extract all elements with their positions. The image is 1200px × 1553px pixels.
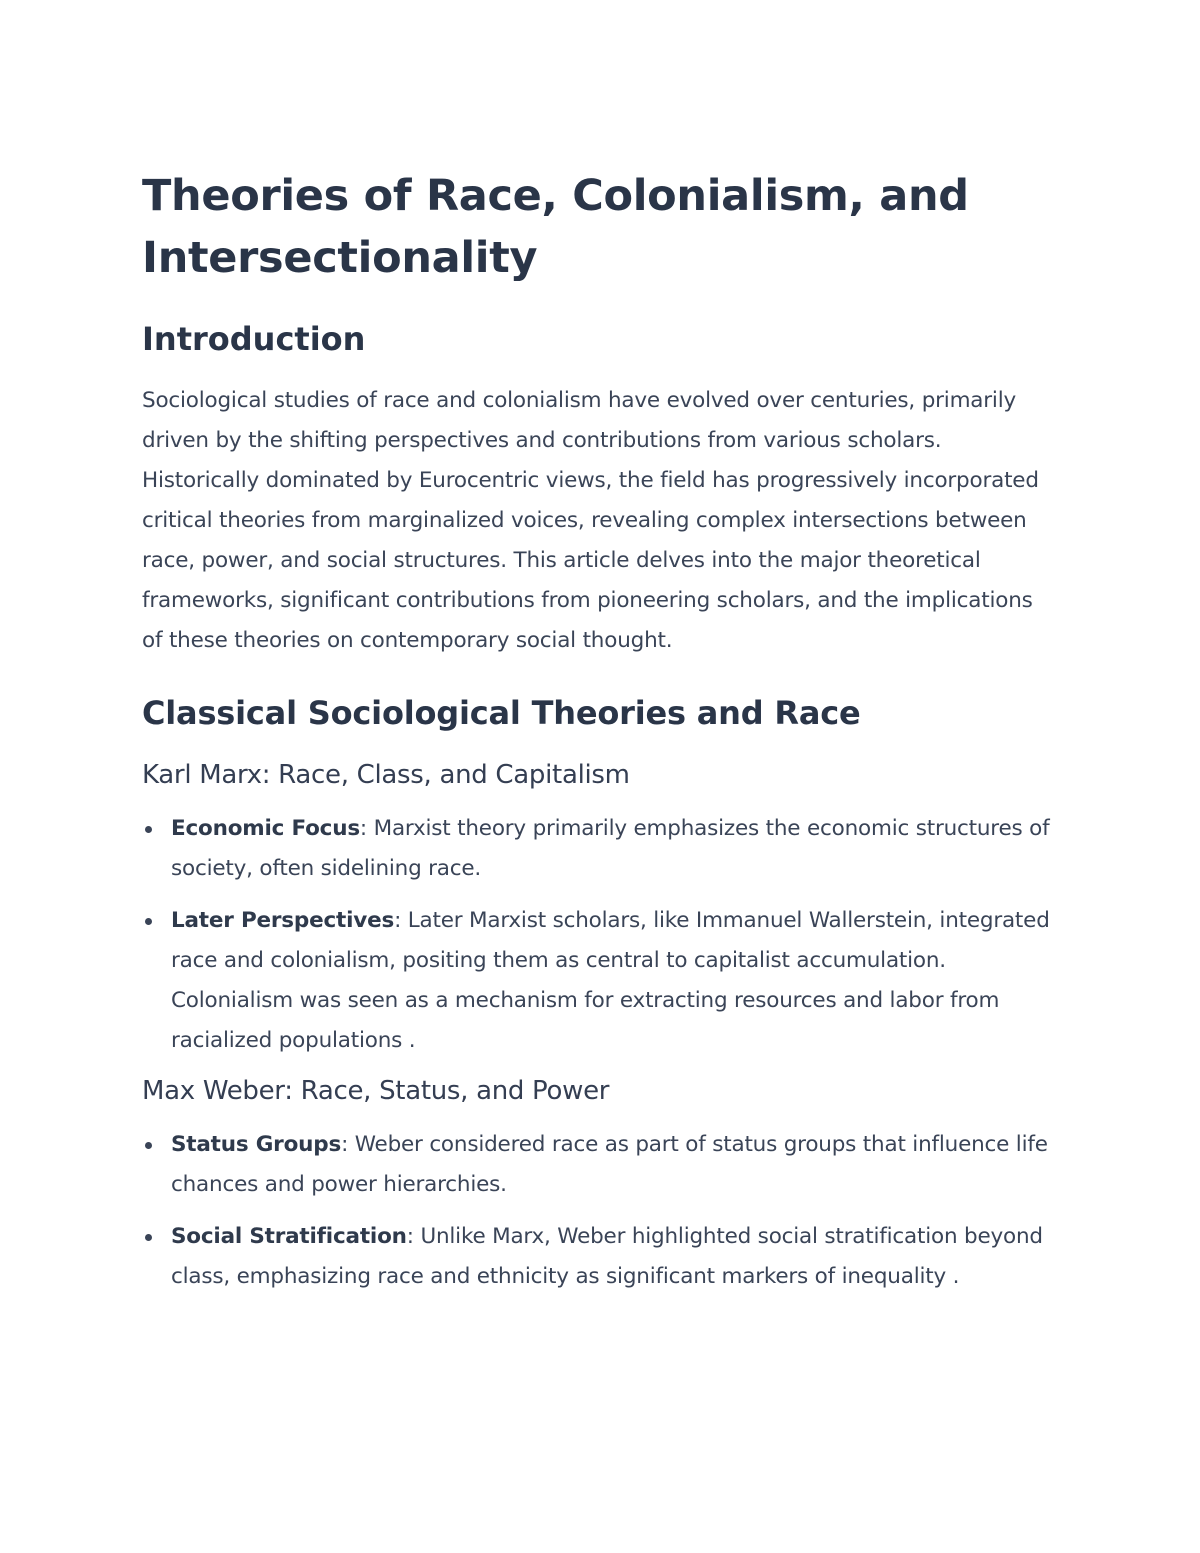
list-item (142, 1125, 1057, 1205)
list-item (142, 901, 1057, 1061)
list-item-term: Economic Focus (171, 816, 360, 841)
list-item-text: : Later Marxist scholars, like Immanuel Wallerstein, integrated race and colonialism, positing them as central to capitalist accumulation. Colonialism was seen as a mechanism for extracting resources and labor from racialized populations . (171, 908, 1050, 1053)
bullet-icon (145, 826, 152, 833)
subsection-heading-weber: Max Weber: Race, Status, and Power (142, 1076, 610, 1106)
document-title: Theories of Race, Colonialism, and Intersectionality (142, 171, 969, 283)
document-page (142, 165, 1057, 1309)
list-item (142, 1217, 1057, 1297)
list-item-text: : Weber considered race as part of status groups that influence life chances and power hierarchies. (171, 1132, 1048, 1197)
bullet-icon (145, 918, 152, 925)
list-item (142, 809, 1057, 889)
marx-list (142, 809, 1057, 1061)
weber-list (142, 1125, 1057, 1297)
list-item-term: Later Perspectives (171, 908, 395, 933)
list-item-term: Social Stratification (171, 1224, 407, 1249)
intro-paragraph: Sociological studies of race and colonialism have evolved over centuries, primarily driven by the shifting perspectives and contributions from various scholars. Historically dominated by Eurocentric views, the field has progressively incorporated critical theories from marginalized voices, revealing complex intersections between race, power, and social structures. This article delves into the major theoretical frameworks, significant contributions from pioneering scholars, and the implications of these theories on contemporary social thought. (142, 388, 1039, 653)
intro-heading: Introduction (142, 320, 366, 358)
bullet-icon (145, 1234, 152, 1241)
list-item-term: Status Groups (171, 1132, 342, 1157)
list-item-text: : Unlike Marx, Weber highlighted social stratification beyond class, emphasizing race and ethnicity as significant markers of inequality . (171, 1224, 1043, 1289)
list-item-text: : Marxist theory primarily emphasizes the economic structures of society, often sidelining race. (171, 816, 1050, 881)
subsection-heading-marx: Karl Marx: Race, Class, and Capitalism (142, 760, 630, 790)
section-heading: Classical Sociological Theories and Race (142, 694, 861, 732)
bullet-icon (145, 1142, 152, 1149)
